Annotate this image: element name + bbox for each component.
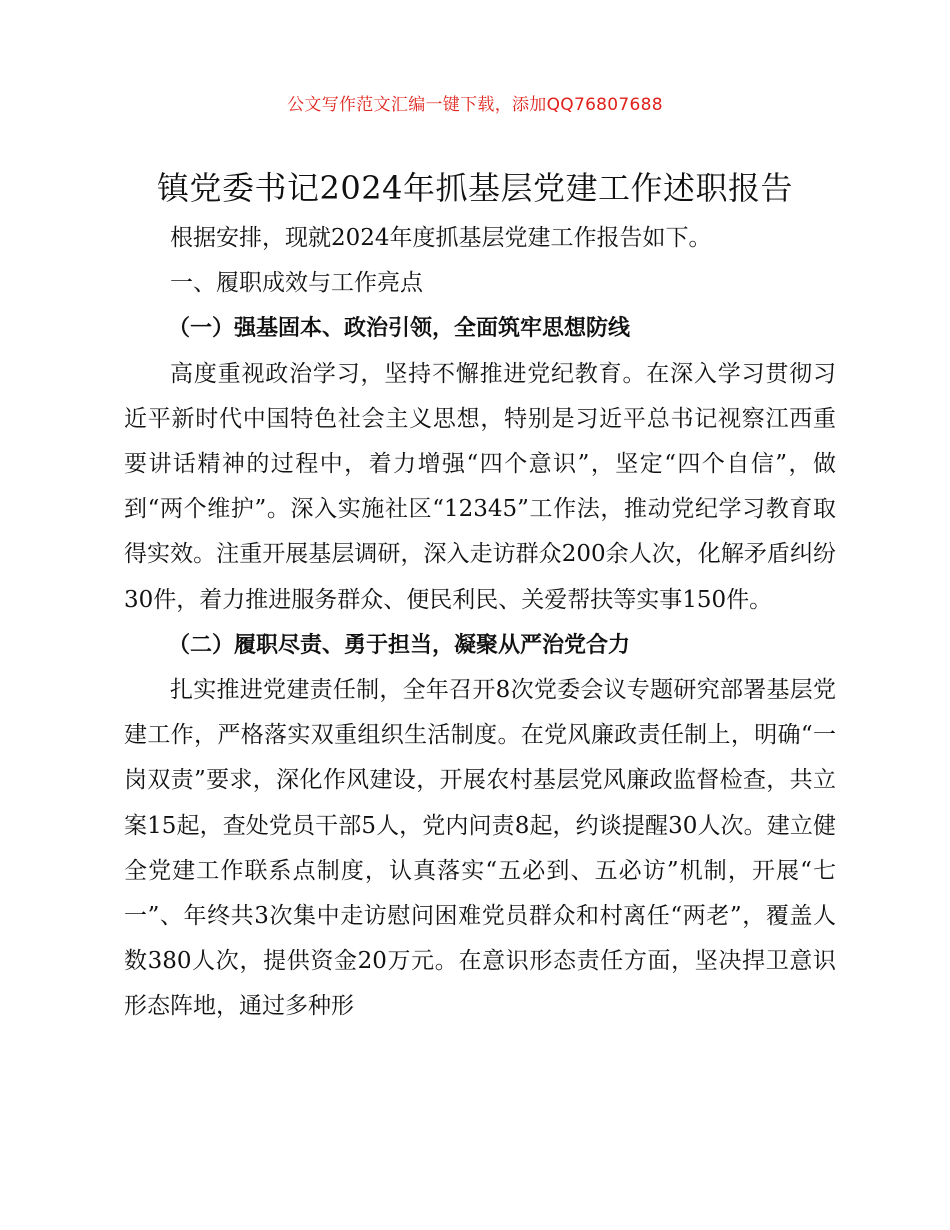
body-paragraph: 高度重视政治学习，坚持不懈推进党纪教育。在深入学习贯彻习近平新时代中国特色社会主义思想，特别是习近平总书记视察江西重要讲话精神的过程中，着力增强“四个意识”，坚定“四个自信”，做到“两个维护”。深入实施社区“12345”工作法，推动党纪学习教育取得实效。注重开展基层调研，深入走访群众200余人次，化解矛盾纠纷30件，着力推进服务群众、便民利民、关爱帮扶等实事150件。 (124, 360, 836, 613)
intro-paragraph: 根据安排，现就2024年度抓基层党建工作报告如下。 (170, 225, 712, 251)
document-body (124, 216, 836, 1030)
watermark-banner: 公文写作范文汇编一键下载，添加QQ76807688 (287, 95, 663, 115)
body-paragraph: 扎实推进党建责任制，全年召开8次党委会议专题研究部署基层党建工作，严格落实双重组织生活制度。在党风廉政责任制上，明确“一岗双责”要求，深化作风建设，开展农村基层党风廉政监督检查，共立案15起，查处党员干部5人，党内问责8起，约谈提醒30人次。建立健全党建工作联系点制度，认真落实“五必到、五必访”机制，开展“七一”、年终共3次集中走访慰问困难党员群众和村离任“两老”，覆盖人数380人次，提供资金20万元。在意识形态责任方面，坚决捍卫意识形态阵地，通过多种形 (124, 677, 836, 1020)
section-heading: 一、履职成效与工作亮点 (170, 270, 423, 297)
document-title: 镇党委书记2024年抓基层党建工作述职报告 (157, 169, 793, 207)
subsection-heading: （一）强基固本、政治引领，全面筑牢思想防线 (168, 316, 631, 342)
subsection-heading: （二）履职尽责、勇于担当，凝聚从严治党合力 (168, 632, 631, 658)
